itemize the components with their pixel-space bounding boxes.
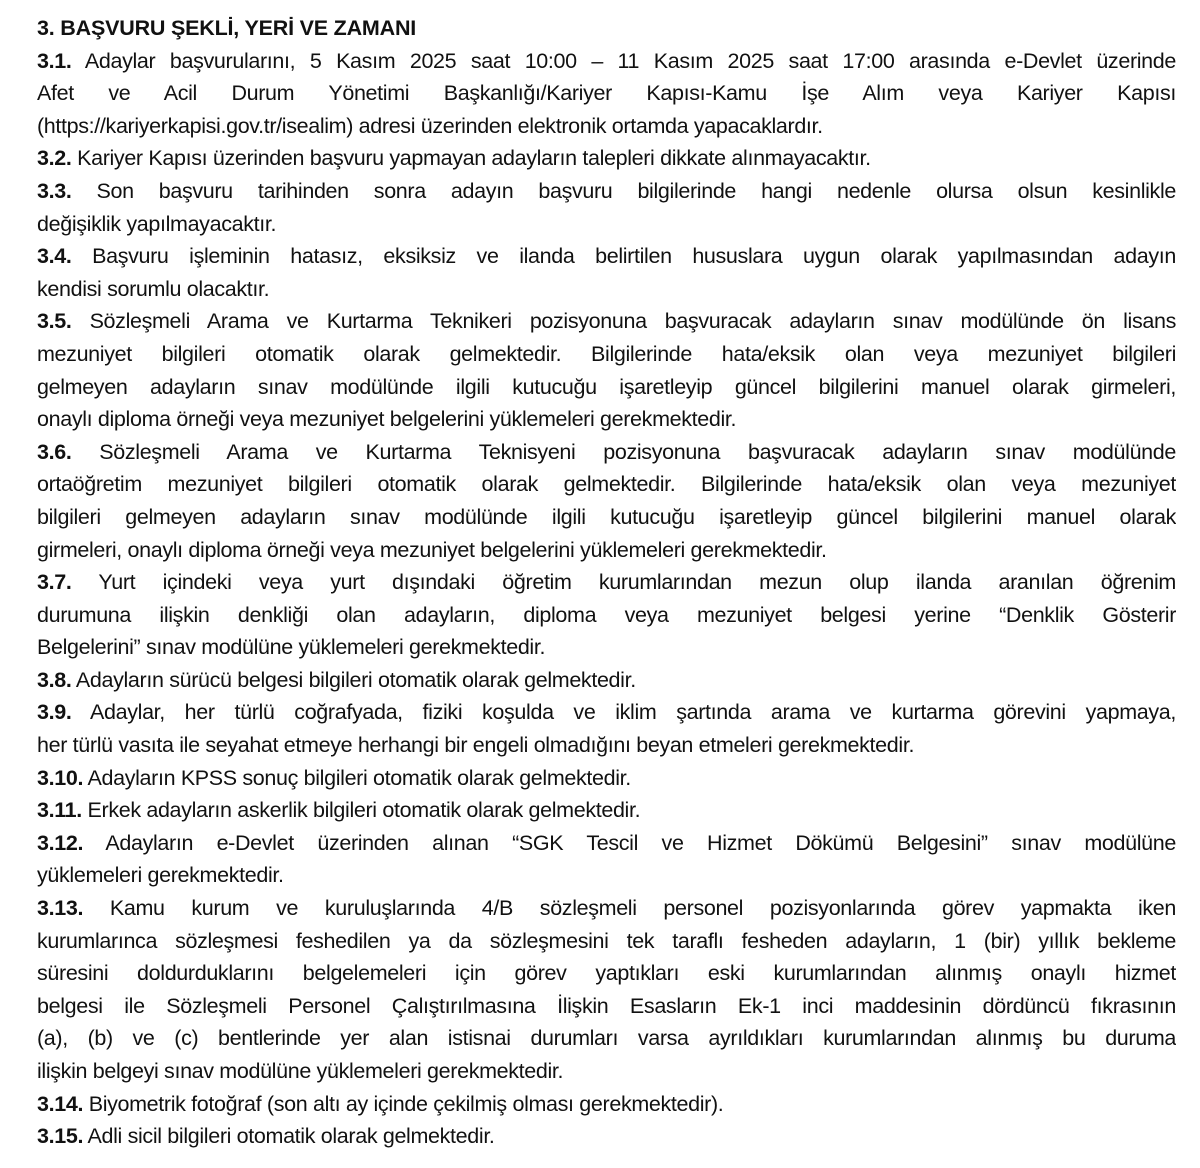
list-item bbox=[37, 664, 1176, 697]
item-number: 3.7. bbox=[37, 570, 72, 595]
item-text: Adayların e-Devlet üzerinden alınan “SGK Tescil ve Hizmet Dökümü Belgesini” sınav modülüne bbox=[83, 830, 1176, 855]
item-number: 3.14. bbox=[37, 1091, 84, 1116]
list-item bbox=[37, 45, 1176, 143]
item-line bbox=[37, 566, 1176, 599]
document-body bbox=[37, 12, 1176, 1153]
item-line bbox=[37, 77, 1176, 110]
item-line bbox=[37, 696, 1176, 729]
item-number: 3.10. bbox=[37, 765, 84, 790]
item-line bbox=[37, 142, 1176, 175]
list-item bbox=[37, 892, 1176, 1088]
item-text: Adli sicil bilgileri otomatik olarak gelmektedir. bbox=[83, 1124, 495, 1149]
item-number: 3.3. bbox=[37, 178, 72, 203]
list-item bbox=[37, 142, 1176, 175]
item-text: mezuniyet bilgileri otomatik olarak gelmektedir. Bilgilerinde hata/eksik olan veya mezuniyet bilgileri bbox=[37, 341, 1176, 366]
list-item bbox=[37, 305, 1176, 435]
item-line bbox=[37, 794, 1176, 827]
item-text: her türlü vasıta ile seyahat etmeye herhangi bir engeli olmadığını beyan etmeleri gerekmektedir. bbox=[37, 733, 915, 758]
item-line bbox=[37, 208, 1176, 241]
list-item bbox=[37, 827, 1176, 892]
item-number: 3.5. bbox=[37, 309, 72, 334]
item-line bbox=[37, 403, 1176, 436]
item-text: Afet ve Acil Durum Yönetimi Başkanlığı/Kariyer Kapısı-Kamu İşe Alım veya Kariyer Kapısı bbox=[37, 81, 1176, 106]
list-item bbox=[37, 696, 1176, 761]
item-line bbox=[37, 436, 1176, 469]
item-line bbox=[37, 1120, 1176, 1153]
item-text: Sözleşmeli Arama ve Kurtarma Teknisyeni pozisyonuna başvuracak adayların sınav modülünde bbox=[71, 439, 1176, 464]
item-text: Başvuru işleminin hatasız, eksiksiz ve ilanda belirtilen hususlara uygun olarak yapılmasından adayın bbox=[71, 244, 1176, 269]
list-item bbox=[37, 240, 1176, 305]
item-text: ilişkin belgeyi sınav modülüne yüklemeleri gerekmektedir. bbox=[37, 1059, 564, 1083]
item-line bbox=[37, 273, 1176, 306]
item-line bbox=[37, 45, 1176, 78]
item-text: Adaylar, her türlü coğrafyada, fiziki koşulda ve iklim şartında arama ve kurtarma görevini yapmaya, bbox=[71, 700, 1176, 725]
item-text: değişiklik yapılmayacaktır. bbox=[37, 211, 277, 236]
list-item bbox=[37, 566, 1176, 664]
item-number: 3.12. bbox=[37, 830, 84, 855]
item-text: Biyometrik fotoğraf (son altı ay içinde çekilmiş olması gerekmektedir). bbox=[83, 1091, 724, 1116]
item-line bbox=[37, 631, 1176, 664]
item-text: gelmeyen adayların sınav modülünde ilgili kutucuğu işaretleyip güncel bilgilerini manuel olarak girmeleri, bbox=[37, 374, 1176, 399]
item-text: Kariyer Kapısı üzerinden başvuru yapmayan adayların talepleri dikkate alınmayacaktır. bbox=[71, 146, 871, 171]
item-text: Adayların KPSS sonuç bilgileri otomatik olarak gelmektedir. bbox=[83, 765, 631, 790]
item-number: 3.2. bbox=[37, 146, 72, 171]
list-item bbox=[37, 794, 1176, 827]
item-line bbox=[37, 371, 1176, 404]
item-line bbox=[37, 338, 1176, 371]
item-text: Kamu kurum ve kuruluşlarında 4/B sözleşmeli personel pozisyonlarında görev yapmakta iken bbox=[83, 896, 1176, 921]
item-line bbox=[37, 859, 1176, 892]
list-item bbox=[37, 1120, 1176, 1153]
item-line bbox=[37, 892, 1176, 925]
item-line bbox=[37, 110, 1176, 143]
item-number: 3.6. bbox=[37, 439, 72, 464]
item-text: Adaylar başvurularını, 5 Kasım 2025 saat 10:00 – 11 Kasım 2025 saat 17:00 arasında e-Devlet üzerinde bbox=[71, 48, 1176, 73]
item-text: kendisi sorumlu olacaktır. bbox=[37, 276, 270, 301]
item-line bbox=[37, 957, 1176, 990]
item-text: Erkek adayların askerlik bilgileri otomatik olarak gelmektedir. bbox=[81, 798, 641, 823]
item-number: 3.1. bbox=[37, 48, 72, 73]
item-number: 3.11. bbox=[37, 798, 82, 823]
item-text: süresini doldurduklarını belgelemeleri için görev yaptıkları eski kurumlarından alınmış onaylı hizmet bbox=[37, 961, 1176, 986]
item-text: girmeleri, onaylı diploma örneği veya mezuniyet belgelerini yüklemeleri gerekmektedir. bbox=[37, 537, 827, 562]
item-text: durumuna ilişkin denkliği olan adayların, diploma veya mezuniyet belgesi yerine “Denklik Gösterir bbox=[37, 602, 1176, 627]
list-item bbox=[37, 175, 1176, 240]
item-line bbox=[37, 762, 1176, 795]
list-item bbox=[37, 762, 1176, 795]
item-text: Sözleşmeli Arama ve Kurtarma Teknikeri pozisyonuna başvuracak adayların sınav modülünde ön lisans bbox=[71, 309, 1176, 334]
item-number: 3.9. bbox=[37, 700, 72, 725]
item-line bbox=[37, 305, 1176, 338]
item-line bbox=[37, 1055, 1176, 1088]
item-text: Adayların sürücü belgesi bilgileri otomatik olarak gelmektedir. bbox=[71, 667, 636, 692]
item-text: (https://kariyerkapisi.gov.tr/isealim) adresi üzerinden elektronik ortamda yapacaklardır. bbox=[37, 113, 823, 138]
item-text: onaylı diploma örneği veya mezuniyet belgelerini yüklemeleri gerekmektedir. bbox=[37, 407, 737, 432]
list-item bbox=[37, 436, 1176, 566]
item-line bbox=[37, 1022, 1176, 1055]
item-number: 3.13. bbox=[37, 896, 84, 921]
item-number: 3.4. bbox=[37, 244, 72, 269]
item-number: 3.8. bbox=[37, 667, 72, 692]
section-title: 3. BAŞVURU ŞEKLİ, YERİ VE ZAMANI bbox=[37, 16, 417, 40]
item-line bbox=[37, 468, 1176, 501]
item-text: (a), (b) ve (c) bentlerinde yer alan istisnai durumları varsa ayrıldıkları kurumlarından alınmış bu duruma bbox=[37, 1026, 1176, 1051]
item-text: bilgileri gelmeyen adayların sınav modülünde ilgili kutucuğu işaretleyip güncel bilgilerini manuel olarak bbox=[37, 504, 1176, 529]
item-line bbox=[37, 1088, 1176, 1121]
item-text: yüklemeleri gerekmektedir. bbox=[37, 863, 284, 888]
item-line bbox=[37, 827, 1176, 860]
item-number: 3.15. bbox=[37, 1124, 84, 1149]
item-text: kurumlarınca sözleşmesi feshedilen ya da sözleşmesini tek taraflı fesheden adayların, 1 (bir) yıllık bekleme bbox=[37, 928, 1176, 953]
item-line bbox=[37, 925, 1176, 958]
list-item bbox=[37, 1088, 1176, 1121]
item-text: belgesi ile Sözleşmeli Personel Çalıştırılmasına İlişkin Esasların Ek-1 inci maddesinin dördüncü fıkrasının bbox=[37, 993, 1176, 1018]
item-line bbox=[37, 501, 1176, 534]
item-line bbox=[37, 534, 1176, 567]
item-line bbox=[37, 664, 1176, 697]
item-line bbox=[37, 729, 1176, 762]
item-line bbox=[37, 990, 1176, 1023]
item-text: ortaöğretim mezuniyet bilgileri otomatik olarak gelmektedir. Bilgilerinde hata/eksik olan veya mezuniyet bbox=[37, 472, 1176, 497]
item-line bbox=[37, 240, 1176, 273]
item-line bbox=[37, 175, 1176, 208]
item-text: Son başvuru tarihinden sonra adayın başvuru bilgilerinde hangi nedenle olursa olsun kesinlikle bbox=[71, 178, 1176, 203]
item-text: Belgelerini” sınav modülüne yüklemeleri gerekmektedir. bbox=[37, 635, 546, 660]
item-line bbox=[37, 599, 1176, 632]
item-text: Yurt içindeki veya yurt dışındaki öğretim kurumlarından mezun olup ilanda aranılan öğrenim bbox=[71, 570, 1176, 595]
